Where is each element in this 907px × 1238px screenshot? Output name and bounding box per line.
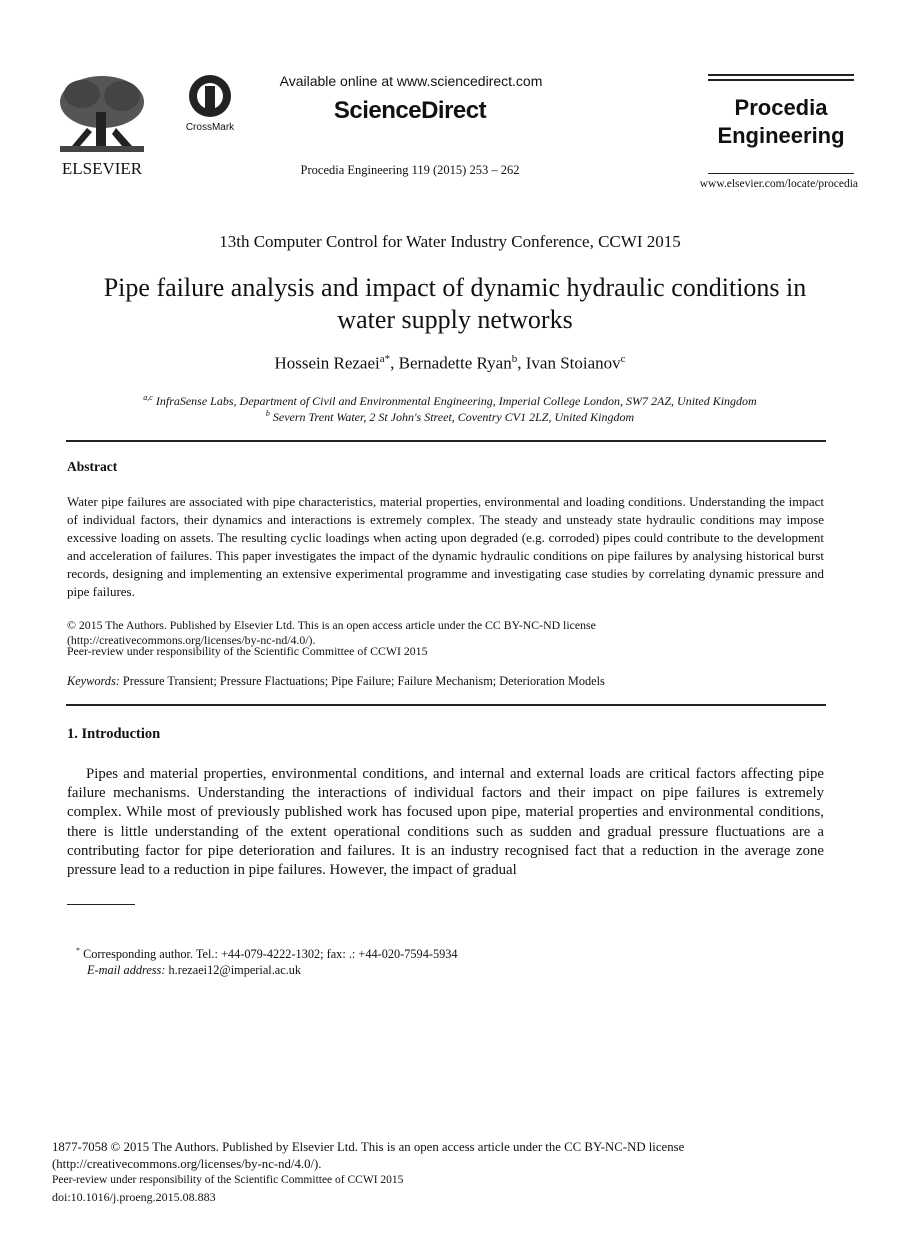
affiliation [60,409,840,425]
author-name[interactable]: Bernadette Ryan [398,353,512,373]
footer-license-link[interactable]: (http://creativecommons.org/licenses/by-nc-nd/4.0/). [52,1157,322,1171]
footer-peer-review: Peer-review under responsibility of the Scientific Committee of CCWI 2015 [52,1174,404,1186]
divider [66,704,826,706]
author-name[interactable]: Hossein Rezaei [274,353,380,373]
journal-url-link[interactable]: www.elsevier.com/locate/procedia [699,178,858,190]
affiliation-text: InfraSense Labs, Department of Civil and Environmental Engineering, Imperial College London, SW7 2AZ, United Kingdom [152,394,757,408]
conference-name: 13th Computer Control for Water Industry Conference, CCWI 2015 [219,232,681,251]
email-note [87,963,787,978]
journal-title-line2: Engineering [717,123,845,148]
paper-title [40,272,870,336]
copyright-line: © 2015 The Authors. Published by Elsevier Ltd. This is an open access article under the CC BY-NC-ND license [67,618,596,632]
author-separator: , [517,353,526,373]
affiliation-marker: a,c [143,393,153,402]
abstract-heading: Abstract [67,459,118,474]
author-marker: c [620,353,626,365]
abstract-body: Water pipe failures are associated with pipe characteristics, material properties, environmental and loading conditions. Understanding the impact of individual factors, their dynamics and interactions is extremely complex. The steady and unsteady state hydraulic conditions may impose excessive loading on assets. The resulting cyclic loadings when acting upon degraded (e.g. corroded) pipes could contribute to the development and acceleration of failures. This paper investigates the impact of the dynamic hydraulic conditions on pipe failures by analysing historical burst records, designing and implementing an extensive experimental programme and investigating case studies by correlating dynamic pressure and pipe failures. [67,494,824,599]
journal-issue: Procedia Engineering 119 (2015) 253 – 262 [300,163,520,177]
crossmark-label: CrossMark [185,122,235,133]
affiliation [60,393,840,409]
footnote-rule [67,904,135,905]
paper-title-line1: Pipe failure analysis and impact of dynamic hydraulic conditions in [103,273,807,302]
email-label: E-mail address: [87,963,166,977]
divider [66,440,826,442]
elsevier-logo [52,72,152,178]
journal-title-line1: Procedia [734,95,828,120]
author-name[interactable]: Ivan Stoianov [525,353,621,373]
license-link[interactable]: (http://creativecommons.org/licenses/by-nc-nd/4.0/). [67,633,316,647]
footnote-marker: * [76,946,80,955]
sciencedirect-wordmark: ScienceDirect [333,97,487,124]
author-separator: , [390,353,399,373]
paper-title-line2: water supply networks [337,305,573,334]
elsevier-tree-icon [52,72,152,178]
author-marker: b [511,353,518,365]
issn-license-line: 1877-7058 © 2015 The Authors. Published by Elsevier Ltd. This is an open access article under the CC BY-NC-ND license [52,1140,685,1154]
keywords-list: Pressure Transient; Pressure Flactuations; Pipe Failure; Failure Mechanism; Deterioration Models [119,674,605,688]
publisher-name: ELSEVIER [61,159,143,178]
email-link[interactable]: h.rezaei12@imperial.ac.uk [165,963,302,977]
keywords [67,674,824,689]
crossmark-badge[interactable] [180,74,240,134]
journal-title [708,94,854,150]
corresponding-author-text: Corresponding author. Tel.: +44-079-4222-1302; fax: .: +44-020-7594-5934 [80,947,458,962]
section-heading: 1. Introduction [67,726,161,742]
available-online-text: Available online at www.sciencedirect.com [279,73,543,89]
journal-title-box [708,74,854,174]
introduction-body: Pipes and material properties, environmental conditions, and internal and external loads are critical factors affecting pipe failure mechanisms. Understanding the interactions of individual factors and their impact on pipe failures is extremely complex. While most of previously published work has focused upon pipe, material properties and environmental conditions, there is little understanding of the extent operational conditions such as sudden and gradual pressure fluctuations are a contributing factor for pipe deterioration and failures. It is an industry recognised fact that a reduction in the average zone pressure lead to a reduction in pipe failures. However, the impact of gradual [67,766,824,879]
doi-link[interactable]: doi:10.1016/j.proeng.2015.08.883 [52,1190,216,1204]
keywords-label: Keywords: [67,674,120,688]
crossmark-icon [180,74,240,134]
author-marker: a* [379,353,391,365]
corresponding-author-note [76,946,776,962]
affiliation-text: Severn Trent Water, 2 St John's Street, Coventry CV1 2LZ, United Kingdom [269,410,635,424]
affiliation-marker: b [265,409,270,418]
author-list [60,353,840,374]
peer-review-note: Peer-review under responsibility of the Scientific Committee of CCWI 2015 [67,644,428,658]
